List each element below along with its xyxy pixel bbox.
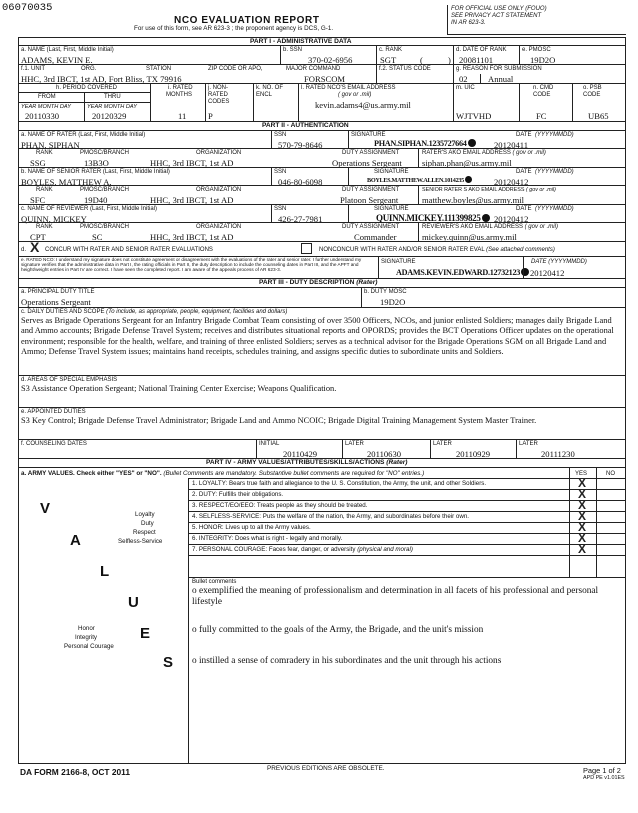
- army-value-row: [192, 513, 469, 520]
- appointed-duties-label: e. APPOINTED DUTIES: [21, 409, 86, 415]
- major-command-label: MAJOR COMMAND: [286, 66, 341, 72]
- rater-rank-label: RANK: [36, 150, 53, 156]
- army-value-text: Bears true faith and allegiance to the U. S. Constitution, the Army, the unit, and other Soldiers.: [228, 480, 487, 487]
- counsel-initial: 20110429: [283, 449, 318, 459]
- bullet-comment-3: o instilled a sense of comradery in his subordinates and the unit through his actions: [192, 656, 502, 666]
- reviewer-signature: QUINN.MICKEY.111399825: [376, 213, 490, 223]
- duty-mosc: 19D2O: [380, 297, 406, 307]
- reviewer-name: QUINN, MICKEY: [21, 214, 87, 224]
- part2-title: PART II - AUTHENTICATION: [262, 122, 349, 129]
- major-command: FORSCOM: [304, 74, 346, 84]
- rater-org-label: ORGANIZATION: [196, 150, 242, 156]
- army-value-name: 2. DUTY:: [192, 491, 218, 498]
- reviewer-name-label: c. NAME OF REVIEWER (Last, First, Middle Initial): [21, 206, 158, 212]
- senior-pmosc-label: PMOSC/BRANCH: [80, 187, 130, 193]
- senior-signature-label: SIGNATURE: [374, 169, 409, 175]
- unit-value: HHC, 3rd IBCT, 1st AD, Fort Bliss, TX 79916: [21, 74, 182, 84]
- nonrated-codes: P: [208, 111, 213, 121]
- army-value-row: [192, 535, 342, 542]
- army-value-no-checkbox[interactable]: [605, 480, 613, 488]
- rated-months-label2: MONTHS: [166, 92, 192, 98]
- form-number: DA FORM 2166-8, OCT 2011: [20, 767, 130, 777]
- nonconcur-checkbox[interactable]: [301, 243, 312, 254]
- army-value-note: (physical and moral): [357, 546, 413, 553]
- date-of-rank: 20081101: [459, 55, 494, 65]
- rank-label: c. RANK: [379, 47, 403, 53]
- reviewer-org-label: ORGANIZATION: [196, 224, 242, 230]
- dor-label: d. DATE OF RANK: [456, 47, 507, 53]
- counsel-later2: 20110929: [456, 449, 491, 459]
- rank-paren-open: (: [420, 55, 423, 65]
- army-value-row: [192, 502, 367, 509]
- part1-title: PART I - ADMINISTRATIVE DATA: [250, 38, 352, 45]
- senior-email: matthew.boyles@us.army.mil: [422, 195, 525, 205]
- ymd-thru-label: YEAR MONTH DAY: [87, 104, 137, 110]
- page-id-stamp: 06070035: [2, 2, 53, 14]
- rater-pmosc-label: PMOSC/BRANCH: [80, 150, 130, 156]
- army-value-no-checkbox[interactable]: [605, 535, 613, 543]
- rater-signature: PHAN.SIPHAN.1235727664: [374, 139, 476, 148]
- side-word-integrity: Integrity: [75, 634, 98, 641]
- army-value-divider: [188, 500, 626, 501]
- army-value-yes-checkbox[interactable]: X: [578, 542, 587, 556]
- cmd-code-label2: CODE: [533, 92, 551, 98]
- obsolete-note: PREVIOUS EDITIONS ARE OBSOLETE.: [267, 765, 385, 772]
- army-value-yes-checkbox[interactable]: X: [578, 498, 587, 512]
- rated-nco-statement: e. RATED NCO: I understand my signature does not constitute agreement or disagreement with the evaluations of the rater and senior rater. I further understand my signature verifies that the administrative data in Part I, the rating officials in Part II, the duty description to include the counseling dates in Part III, and the APFT and height/weight entries in Part IV are correct. I have seen the completed report. I am aware of the appeals process of AR 623-3.: [21, 257, 362, 273]
- senior-pmosc: 19D40: [84, 195, 108, 205]
- army-value-row: [192, 524, 311, 531]
- rated-rank: SGT: [380, 55, 397, 65]
- rater-date: 20120411: [494, 140, 529, 150]
- reviewer-pmosc-label: PMOSC/BRANCH: [80, 224, 130, 230]
- reviewer-rank-label: RANK: [36, 224, 53, 230]
- values-letter-l: L: [100, 563, 110, 580]
- psb-code-label2: CODE: [583, 92, 601, 98]
- army-value-divider: [188, 544, 626, 545]
- no-label: NO: [606, 471, 615, 477]
- senior-org: HHC, 3rd IBCT, 1st AD: [150, 195, 234, 205]
- army-value-name: 4. SELFLESS-SERVICE:: [192, 513, 262, 520]
- cmd-code: FC: [536, 111, 547, 121]
- army-value-row: [192, 546, 413, 553]
- rated-date-label: DATE (YYYYMMDD): [531, 259, 587, 265]
- counsel-later3-label: LATER: [519, 441, 538, 447]
- values-letter-v: V: [40, 500, 51, 517]
- page-number: Page 1 of 2: [583, 766, 621, 775]
- senior-name: BOYLES, MATTHEW A.: [21, 177, 112, 187]
- nonconcur-label: NONCONCUR WITH RATER AND/OR SENIOR RATER EVAL (See attached comments): [319, 247, 555, 253]
- side-word-courage: Personal Courage: [64, 643, 114, 650]
- reviewer-email: mickey.quinn@us.army.mil: [422, 232, 517, 242]
- rater-duty-label: DUTY ASSIGNMENT: [342, 150, 400, 156]
- rater-org: HHC, 3rd IBCT, 1st AD: [150, 158, 234, 168]
- nco-evaluation-form: [18, 6, 626, 781]
- special-emphasis: S3 Assistance Operation Sergeant; National Training Center Exercise; Weapons Qualification.: [21, 384, 337, 393]
- period-label: h. PERIOD COVERED: [56, 85, 118, 91]
- army-value-row: [192, 491, 283, 498]
- army-value-row: [192, 480, 486, 487]
- army-value-text: Does what is right - legally and morally.: [235, 535, 343, 542]
- army-value-divider: [188, 511, 626, 512]
- army-values-instruction: a. ARMY VALUES. Check either "YES" or "NO". (Bullet Comments are mandatory. Substantive bullet comments are required for "NO" entries.): [21, 470, 425, 477]
- reviewer-email-label: REVIEWER'S AKO EMAIL ADDRESS ( gov or .mil): [422, 224, 558, 230]
- concur-prefix: d.: [21, 247, 27, 253]
- special-emphasis-label: d. AREAS OF SPECIAL EMPHASIS: [21, 377, 118, 383]
- reason: Annual: [488, 74, 514, 84]
- values-letter-u: U: [128, 594, 139, 611]
- army-value-yes-checkbox[interactable]: X: [578, 487, 587, 501]
- encl-label2: ENCL: [256, 92, 273, 98]
- form-title: NCO EVALUATION REPORT: [174, 15, 320, 26]
- rank-paren-close: ): [448, 55, 451, 65]
- army-value-no-checkbox[interactable]: [605, 513, 613, 521]
- bullet-comment-1: o exemplified the meaning of professionalism and determination in all facets of his professional and personal lifestyle: [192, 586, 599, 607]
- privacy-text: SEE PRIVACY ACT STATEMENT: [451, 13, 542, 19]
- counsel-later2-label: LATER: [433, 441, 452, 447]
- period-thru: 20120329: [92, 111, 127, 121]
- army-value-text: Lives up to all the Army values.: [225, 524, 311, 531]
- status-code-label: f.2. STATUS CODE: [379, 66, 431, 72]
- nonrated-label: j. NON-: [208, 85, 228, 91]
- side-word-selfless: Selfless-Service: [118, 538, 163, 545]
- senior-date-fmt: (YYYYMMDD): [535, 169, 574, 175]
- army-value-no-checkbox[interactable]: [605, 546, 613, 554]
- army-value-name: 5. HONOR:: [192, 524, 224, 531]
- appointed-duties: S3 Key Control; Brigade Defense Travel Administrator; Brigade Land and Ammo NCOIC; Brigade Digital Training Management System Master Trainer.: [21, 416, 537, 425]
- army-value-divider: [188, 489, 626, 490]
- thru-label: THRU: [104, 94, 121, 100]
- values-letter-e: E: [140, 625, 151, 642]
- rater-ssn-label: SSN: [274, 132, 287, 138]
- senior-name-label: b. NAME OF SENIOR RATER (Last, First, Middle Initial): [21, 169, 170, 175]
- concur-label: CONCUR WITH RATER AND SENIOR RATER EVALUATIONS: [45, 247, 213, 253]
- org-label: ORG.: [81, 66, 97, 72]
- army-value-no-checkbox[interactable]: [605, 502, 613, 510]
- reviewer-duty: Commander: [354, 232, 397, 242]
- bullet-comment-2: o fully committed to the goals of the Army, the Brigade, and the unit's mission: [192, 625, 484, 635]
- pmosc-label: e. PMOSC: [522, 47, 551, 53]
- rater-name: PHAN, SIPHAN: [21, 140, 80, 150]
- daily-duties: Serves as Brigade Operations Sergeant for an Infantry Brigade Combat Team consisting of over 3500 Officers, NCOs, and junior enlisted Soldiers; manages daily Brigade Land and Ammo accounts; Brigade Defense Travel System; receives and distributes situational reports and OPORDS; provides the BCT Operations Officer updates on the operational environment; responsible for the health, welfare, and training of three enlisted Soldiers; serves as a technical advisor for the Brigade Operations SGM on all Brigade Land and Ammo; Defense Travel System issues; maintains hand receipts, schedules training, and assigns specific duties to subordinate units and Soldiers.: [21, 316, 614, 357]
- army-value-text: Puts the welfare of the nation, the Army, and subordinates before their own.: [262, 513, 470, 520]
- army-value-text: Treats people as they should be treated.: [256, 502, 368, 509]
- apd-version: APD PE v1.01ES: [583, 775, 625, 781]
- army-value-yes-checkbox[interactable]: X: [578, 476, 587, 490]
- psb-code: UB65: [588, 111, 609, 121]
- army-value-no-checkbox[interactable]: [605, 491, 613, 499]
- rated-signature-label: SIGNATURE: [381, 259, 416, 265]
- senior-duty: Platoon Sergeant: [340, 195, 399, 205]
- rater-signature-label: SIGNATURE: [351, 132, 386, 138]
- reason-code: 02: [459, 74, 468, 84]
- yes-label: YES: [575, 471, 588, 477]
- side-word-respect: Respect: [133, 529, 156, 536]
- senior-ssn: 046-80-6098: [278, 177, 323, 187]
- form-subtitle: For use of this form, see AR 623-3 ; the proponent agency is DCS, G-1.: [134, 25, 334, 32]
- army-value-name: 6. INTEGRITY:: [192, 535, 234, 542]
- army-value-text: Fulfills their obligations.: [218, 491, 284, 498]
- from-label: FROM: [38, 94, 56, 100]
- counsel-initial-label: INITIAL: [259, 441, 280, 447]
- senior-signature: BOYLES.MATTHEW.ALLEN.1014235: [367, 176, 472, 184]
- rater-date-fmt: (YYYYMMDD): [535, 132, 574, 138]
- rated-email: kevin.adams4@us.army.mil: [315, 100, 411, 110]
- counseling-dates-label: f. COUNSELING DATES: [21, 441, 87, 447]
- ssn-label: b. SSN: [283, 47, 303, 53]
- email-label: l. RATED NCO'S EMAIL ADDRESS: [301, 85, 396, 91]
- army-value-text: Faces fear, danger, or adversity: [268, 546, 356, 553]
- reason-label: g. REASON FOR SUBMISSION: [456, 66, 542, 72]
- fouo-text: FOR OFFICIAL USE ONLY (FOUO): [451, 6, 547, 12]
- side-word-honor: Honor: [78, 625, 95, 632]
- rated-months-label: i. RATED: [168, 85, 193, 91]
- army-value-name: 1. LOYALTY:: [192, 480, 228, 487]
- rated-months: 11: [178, 111, 187, 121]
- reviewer-duty-label: DUTY ASSIGNMENT: [342, 224, 400, 230]
- senior-date-label: DATE: [516, 169, 532, 175]
- rater-duty: Operations Sergeant: [332, 158, 402, 168]
- side-word-loyalty: Loyalty: [135, 511, 155, 518]
- counsel-later1: 20110630: [367, 449, 402, 459]
- senior-date: 20120412: [494, 177, 529, 187]
- zip-label: ZIP CODE OR APO,: [208, 66, 263, 72]
- rater-pmosc: 13B3O: [84, 158, 109, 168]
- rated-date: 20120412: [530, 268, 565, 278]
- rated-name: ADAMS, KEVIN E.: [21, 55, 93, 65]
- army-value-divider: [188, 555, 626, 556]
- values-letter-a: A: [70, 532, 81, 549]
- rater-email-label: RATER'S AKO EMAIL ADDRESS ( gov or .mil): [422, 150, 546, 156]
- period-from: 20110330: [25, 111, 60, 121]
- nonrated-label2: RATED: [208, 92, 228, 98]
- uic: WJTVHD: [456, 111, 492, 121]
- pmosc: 19D2O: [530, 55, 556, 65]
- uic-label: m. UIC: [456, 85, 475, 91]
- reviewer-date-fmt: (YYYYMMDD): [535, 206, 574, 212]
- rated-ssn: 370-02-6956: [308, 55, 353, 65]
- reviewer-signature-label: SIGNATURE: [374, 206, 409, 212]
- reviewer-ssn-label: SSN: [274, 206, 287, 212]
- army-value-divider: [188, 522, 626, 523]
- bullet-comments-label: Bullet comments: [192, 579, 237, 585]
- rater-name-label: a. NAME OF RATER (Last, First, Middle Initial): [21, 132, 146, 138]
- cmd-code-label: n. CMD: [533, 85, 554, 91]
- reviewer-date: 20120412: [494, 214, 529, 224]
- counsel-later3: 20111230: [541, 449, 575, 459]
- rated-nco-signature: ADAMS.KEVIN.EDWARD.12732123: [396, 268, 529, 277]
- rater-email: siphan.phan@us.army.mil: [422, 158, 512, 168]
- army-value-no-checkbox[interactable]: [605, 524, 613, 532]
- station-label: STATION: [146, 66, 172, 72]
- army-value-name: 3. RESPECT/EO/EEO:: [192, 502, 256, 509]
- part4-title: PART IV - ARMY VALUES/ATTRIBUTES/SKILLS/ACTIONS (Rater): [206, 459, 408, 466]
- reviewer-org: HHC, 3rd IBCT, 1st AD: [150, 232, 234, 242]
- reviewer-rank: CPT: [30, 232, 46, 242]
- army-value-divider: [188, 533, 626, 534]
- reviewer-pmosc: SC: [92, 232, 103, 242]
- part3-title: PART III - DUTY DESCRIPTION (Rater): [259, 279, 378, 286]
- privacy-ref: IN AR 623-3.: [451, 20, 486, 26]
- concur-checkbox[interactable]: X: [30, 239, 40, 255]
- senior-rank-label: RANK: [36, 187, 53, 193]
- army-value-yes-checkbox[interactable]: X: [578, 509, 587, 523]
- encl-label: k. NO. OF: [256, 85, 283, 91]
- senior-org-label: ORGANIZATION: [196, 187, 242, 193]
- army-value-yes-checkbox[interactable]: X: [578, 520, 587, 534]
- counsel-later1-label: LATER: [345, 441, 364, 447]
- reviewer-ssn: 426-27-7981: [278, 214, 323, 224]
- senior-rank: SFC: [30, 195, 46, 205]
- reviewer-date-label: DATE: [516, 206, 532, 212]
- duty-mosc-label: b. DUTY MOSC: [364, 289, 407, 295]
- senior-ssn-label: SSN: [274, 169, 287, 175]
- gov-mil-note: ( gov or .mil): [338, 92, 372, 98]
- rater-rank: SSG: [30, 158, 46, 168]
- principal-duty: Operations Sergeant: [21, 297, 91, 307]
- values-letter-s: S: [163, 654, 174, 671]
- unit-label: f.1. UNIT: [21, 66, 46, 72]
- daily-duties-label: c. DAILY DUTIES AND SCOPE (To include, as appropriate, people, equipment, facilities and dollars): [21, 309, 288, 315]
- principal-duty-label: a. PRINCIPAL DUTY TITLE: [21, 289, 95, 295]
- senior-email-label: SENIOR RATER S AKO EMAIL ADDRESS ( gov or .mil): [422, 187, 556, 193]
- psb-code-label: o. PSB: [583, 85, 602, 91]
- senior-duty-label: DUTY ASSIGNMENT: [342, 187, 400, 193]
- ymd-from-label: YEAR MONTH DAY: [21, 104, 71, 110]
- side-word-duty: Duty: [141, 520, 154, 527]
- rater-ssn: 570-79-8646: [278, 140, 323, 150]
- nonrated-label3: CODES: [208, 99, 230, 105]
- name-label: a. NAME (Last, First, Middle Initial): [21, 47, 114, 53]
- army-value-name: 7. PERSONAL COURAGE:: [192, 546, 268, 553]
- army-value-yes-checkbox[interactable]: X: [578, 531, 587, 545]
- rater-date-label: DATE: [516, 132, 532, 138]
